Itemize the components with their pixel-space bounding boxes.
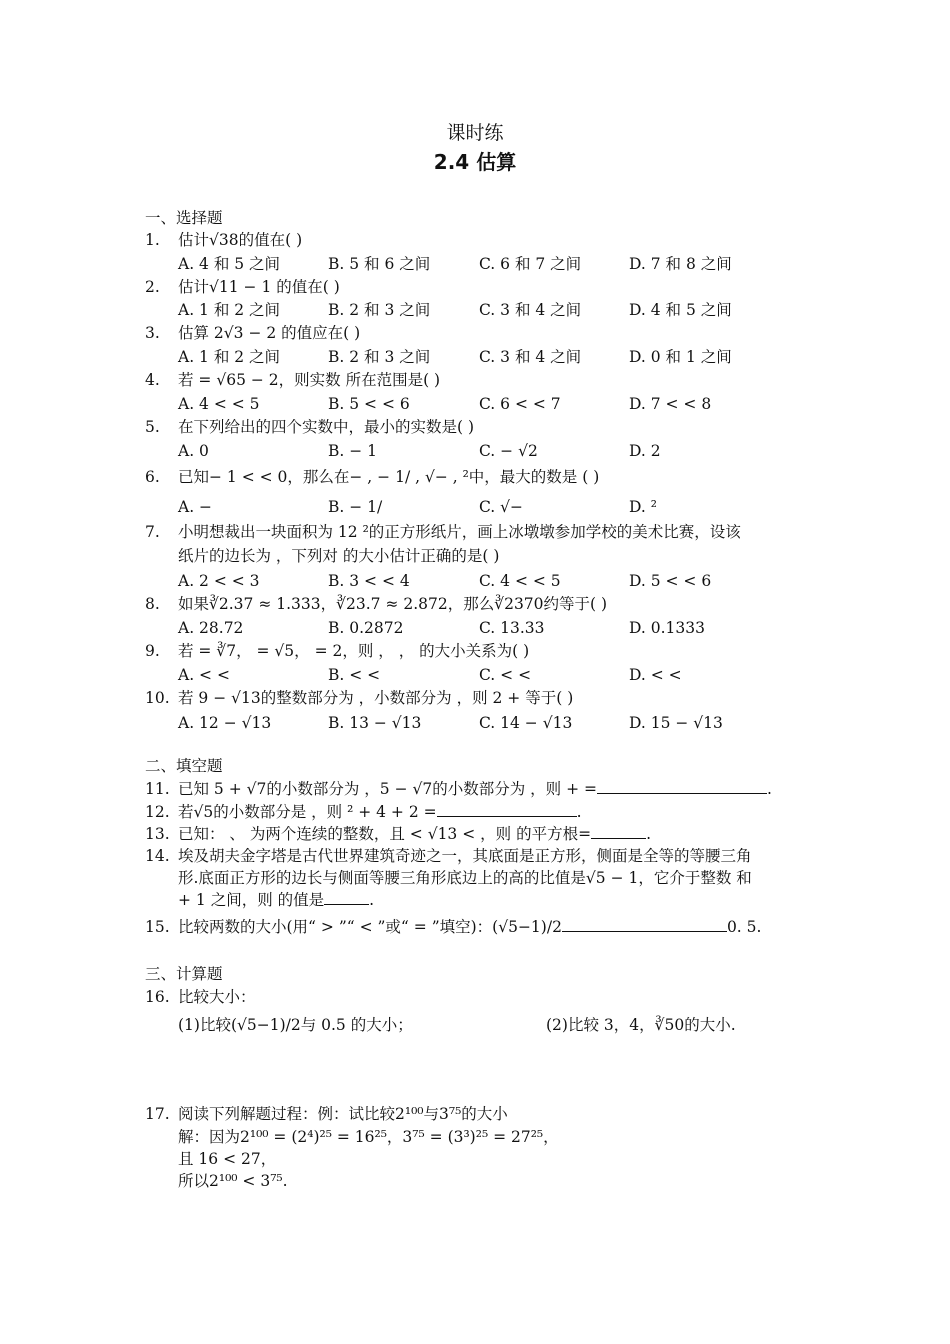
answer-option: A. 1 和 2 之间 bbox=[178, 348, 281, 366]
question-stem bbox=[145, 230, 302, 250]
calc-line bbox=[546, 1015, 736, 1035]
section-calc: 三、计算题 bbox=[145, 965, 223, 983]
answer-option: D. 4 和 5 之间 bbox=[629, 301, 732, 319]
answer-option: A. − bbox=[178, 498, 213, 516]
answer-option: B. 0.2872 bbox=[328, 619, 404, 637]
question-text: 估算 2√3 − 2 的值应在( ) bbox=[178, 324, 361, 342]
question-stem bbox=[145, 641, 529, 661]
fill-end: . bbox=[576, 803, 582, 821]
answer-option: C. 3 和 4 之间 bbox=[479, 301, 582, 319]
question-text-continued: 纸片的边长为 ，下列对 的大小估计正确的是( ) bbox=[178, 547, 500, 565]
fill-text: 形.底面正方形的边长与侧面等腰三角形底边上的高的比值是√5 − 1，它介于整数 和 bbox=[178, 869, 752, 887]
answer-option: B. 2 和 3 之间 bbox=[328, 348, 431, 366]
fill-text: 埃及胡夫金字塔是古代世界建筑奇迹之一，其底面是正方形，侧面是全等的等腰三角 bbox=[178, 847, 752, 865]
answer-option: C. 3 和 4 之间 bbox=[479, 348, 582, 366]
calc-line bbox=[145, 987, 256, 1007]
fill-number: 13. bbox=[145, 825, 170, 843]
fill-text: 比较两数的大小(用“ > ”“ < ”或“ = ”填空)：(√5−1)/2 bbox=[178, 918, 562, 936]
question-number: 7. bbox=[145, 523, 160, 541]
question-text: 估计√38的值在( ) bbox=[178, 231, 303, 249]
answer-option: C. − √2 bbox=[479, 442, 538, 460]
question-number: 1. bbox=[145, 231, 160, 249]
fill-number: 12. bbox=[145, 803, 170, 821]
answer-option: B. 3 < < 4 bbox=[328, 572, 410, 590]
answer-option: B. − 1/ bbox=[328, 498, 383, 516]
answer-option: B. 5 和 6 之间 bbox=[328, 255, 431, 273]
answer-option: A. 28.72 bbox=[178, 619, 244, 637]
answer-option: A. 4 < < 5 bbox=[178, 395, 260, 413]
calc-text: (1)比较(√5−1)/2与 0.5 的大小； bbox=[178, 1016, 413, 1034]
question-number: 3. bbox=[145, 324, 160, 342]
answer-blank bbox=[591, 824, 646, 839]
calc-line bbox=[178, 1015, 413, 1035]
answer-option: B. − 1 bbox=[328, 442, 378, 460]
fill-text: + 1 之间，则 的值是 bbox=[178, 891, 325, 909]
fill-end: . bbox=[646, 825, 651, 843]
answer-option: D. 2 bbox=[629, 442, 661, 460]
question-text: 估计√11 − 1 的值在( ) bbox=[178, 278, 340, 296]
fill-end: 0. 5. bbox=[726, 918, 762, 936]
answer-blank bbox=[324, 890, 369, 905]
answer-option: A. 12 − √13 bbox=[178, 714, 272, 732]
question-stem bbox=[145, 688, 573, 708]
section-fill: 二、填空题 bbox=[145, 757, 223, 775]
calc-number: 16. bbox=[145, 988, 170, 1006]
calc-line bbox=[178, 1127, 559, 1147]
answer-option: C. 6 和 7 之间 bbox=[479, 255, 582, 273]
question-text: 小明想裁出一块面积为 12 ²的正方形纸片，画上冰墩墩参加学校的美术比赛，设该 bbox=[178, 523, 741, 541]
question-number: 2. bbox=[145, 278, 160, 296]
question-text: 若 = ∛7， = √5， = 2，则 ， ， 的大小关系为( ) bbox=[178, 642, 530, 660]
calc-text: 且 16 < 27， bbox=[178, 1150, 277, 1168]
answer-option: A. 0 bbox=[178, 442, 209, 460]
answer-option: A. 1 和 2 之间 bbox=[178, 301, 281, 319]
calc-line bbox=[178, 1149, 276, 1169]
calc-text: 比较大小： bbox=[178, 988, 256, 1006]
answer-option: C. 14 − √13 bbox=[479, 714, 573, 732]
question-stem bbox=[145, 323, 360, 343]
question-text: 在下列给出的四个实数中，最小的实数是( ) bbox=[178, 418, 475, 436]
answer-option: D. 5 < < 6 bbox=[629, 572, 712, 590]
question-stem bbox=[145, 370, 440, 390]
answer-option: D. 7 和 8 之间 bbox=[629, 255, 732, 273]
fill-text: 若√5的小数部分是 ，则 ² + 4 + 2 = bbox=[178, 803, 437, 821]
fill-text: 已知 5 + √7的小数部分为 ，5 − √7的小数部分为 ，则 + = bbox=[178, 780, 597, 798]
section-choice: 一、选择题 bbox=[145, 209, 223, 227]
answer-option: A. 4 和 5 之间 bbox=[178, 255, 281, 273]
answer-option: D. 0 和 1 之间 bbox=[629, 348, 732, 366]
calc-text: (2)比较 3，4，∛50的大小. bbox=[546, 1016, 736, 1034]
answer-option: D. < < bbox=[629, 666, 682, 684]
answer-blank bbox=[597, 779, 767, 794]
fill-number: 14. bbox=[145, 847, 170, 865]
answer-option: B. < < bbox=[328, 666, 381, 684]
fill-end: . bbox=[767, 780, 772, 798]
question-stem bbox=[145, 594, 607, 614]
fill-end: . bbox=[369, 891, 375, 909]
answer-option: D. 15 − √13 bbox=[629, 714, 723, 732]
fill-line bbox=[145, 917, 761, 937]
question-number: 8. bbox=[145, 595, 160, 613]
answer-blank bbox=[562, 917, 727, 932]
answer-option: A. < < bbox=[178, 666, 230, 684]
fill-text: 已知： 、 为两个连续的整数，且 < √13 < ，则 的平方根= bbox=[178, 825, 592, 843]
answer-option: C. 6 < < 7 bbox=[479, 395, 561, 413]
question-number: 5. bbox=[145, 418, 160, 436]
worksheet-subtitle: 2.4 估算 bbox=[433, 150, 517, 174]
answer-option: C. 13.33 bbox=[479, 619, 545, 637]
calc-line bbox=[178, 1171, 288, 1191]
answer-option: A. 2 < < 3 bbox=[178, 572, 260, 590]
question-number: 4. bbox=[145, 371, 160, 389]
answer-option: C. √− bbox=[479, 498, 524, 516]
calc-number: 17. bbox=[145, 1105, 170, 1123]
fill-line bbox=[145, 846, 752, 866]
calc-line bbox=[145, 1104, 508, 1124]
question-number: 6. bbox=[145, 468, 160, 486]
answer-option: C. 4 < < 5 bbox=[479, 572, 561, 590]
calc-text: 阅读下列解题过程：例：试比较2¹⁰⁰与3⁷⁵的大小 bbox=[178, 1105, 508, 1123]
question-stem bbox=[145, 417, 474, 437]
answer-option: B. 5 < < 6 bbox=[328, 395, 410, 413]
question-stem bbox=[145, 277, 340, 297]
worksheet-title: 课时练 bbox=[446, 122, 504, 144]
answer-option: B. 2 和 3 之间 bbox=[328, 301, 431, 319]
calc-text: 解：因为2¹⁰⁰ = (2⁴)²⁵ = 16²⁵，3⁷⁵ = (3³)²⁵ = 27²⁵， bbox=[178, 1128, 559, 1146]
question-text: 若 9 − √13的整数部分为 ，小数部分为 ，则 2 + 等于( ) bbox=[178, 689, 574, 707]
answer-blank bbox=[437, 802, 577, 817]
question-text: 如果∛2.37 ≈ 1.333，∛23.7 ≈ 2.872，那么∛2370约等于( ) bbox=[178, 595, 608, 613]
fill-line bbox=[145, 779, 772, 799]
answer-option: D. 0.1333 bbox=[629, 619, 705, 637]
question-text: 若 = √65 − 2，则实数 所在范围是( ) bbox=[178, 371, 441, 389]
fill-line bbox=[145, 802, 582, 822]
answer-option: D. ² bbox=[629, 498, 657, 516]
calc-text: 所以2¹⁰⁰ < 3⁷⁵. bbox=[178, 1172, 288, 1190]
question-stem bbox=[145, 522, 741, 542]
fill-line bbox=[178, 890, 374, 910]
answer-option: B. 13 − √13 bbox=[328, 714, 422, 732]
answer-option: C. < < bbox=[479, 666, 532, 684]
question-text: 已知− 1 < < 0，那么在− , − 1/ , √− , ²中，最大的数是 ( ) bbox=[178, 468, 600, 486]
question-number: 10. bbox=[145, 689, 170, 707]
question-number: 9. bbox=[145, 642, 160, 660]
answer-option: D. 7 < < 8 bbox=[629, 395, 712, 413]
question-stem bbox=[145, 467, 599, 487]
fill-number: 11. bbox=[145, 780, 170, 798]
fill-line bbox=[178, 868, 752, 888]
fill-number: 15. bbox=[145, 918, 170, 936]
fill-line bbox=[145, 824, 651, 844]
